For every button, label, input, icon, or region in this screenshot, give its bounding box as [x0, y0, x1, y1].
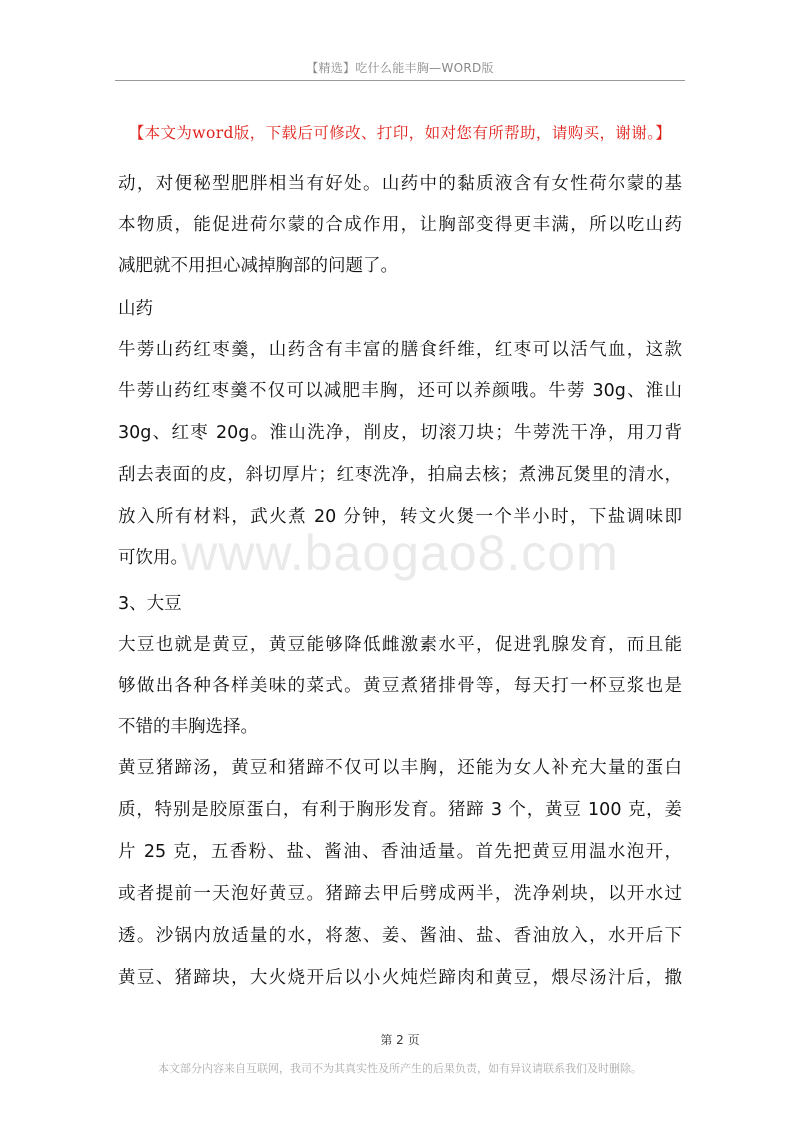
- section-heading: 山药: [118, 299, 153, 319]
- body-line: 黄豆猪蹄汤，黄豆和猪蹄不仅可以丰胸，还能为女人补充大量的蛋白: [118, 758, 682, 778]
- body-line: 30g、红枣 20g。淮山洗净，削皮，切滚刀块；牛蒡洗干净，用刀背: [118, 423, 682, 443]
- watermark: www.baogao8.com: [181, 525, 619, 581]
- header-divider: [115, 80, 685, 81]
- body-line: 动，对便秘型肥胖相当有好处。山药中的黏质液含有女性荷尔蒙的基: [118, 174, 682, 194]
- body-line: 黄豆、猪蹄块，大火烧开后以小火炖烂蹄肉和黄豆，煨尽汤汁后，撒: [118, 968, 682, 988]
- body-line: 刮去表面的皮，斜切厚片；红枣洗净，拍扁去核；煮沸瓦煲里的清水，: [118, 465, 682, 485]
- body-line: 透。沙锅内放适量的水，将葱、姜、酱油、盐、香油放入，水开后下: [118, 926, 682, 946]
- section-heading: 3、大豆: [118, 594, 182, 614]
- body-line: 本物质，能促进荷尔蒙的合成作用，让胸部变得更丰满，所以吃山药: [118, 215, 682, 235]
- body-line: 牛蒡山药红枣羹不仅可以减肥丰胸，还可以养颜哦。牛蒡 30g、淮山: [118, 381, 682, 401]
- body-line: 放入所有材料，武火煮 20 分钟，转文火煲一个半小时，下盐调味即: [118, 507, 682, 527]
- footer-disclaimer: 本文部分内容来自互联网，我司不为其真实性及所产生的后果负责，如有异议请联系我们及时删除。: [158, 1062, 642, 1075]
- body-line: 大豆也就是黄豆，黄豆能够降低雌激素水平，促进乳腺发育，而且能: [118, 635, 682, 655]
- purchase-notice: 【本文为word版，下载后可修改、打印，如对您有所帮助，请购买，谢谢。】: [128, 124, 672, 142]
- body-line: 质，特别是胶原蛋白，有利于胸形发育。猪蹄 3 个，黄豆 100 克，姜: [118, 800, 682, 820]
- body-line: 减肥就不用担心减掉胸部的问题了。: [118, 256, 398, 276]
- body-line: 牛蒡山药红枣羹，山药含有丰富的膳食纤维，红枣可以活气血，这款: [118, 340, 682, 360]
- body-line: 片 25 克，五香粉、盐、酱油、香油适量。首先把黄豆用温水泡开，: [118, 842, 682, 862]
- page-header-title: 【精选】吃什么能丰胸—WORD版: [306, 61, 494, 75]
- page-number: 第 2 页: [380, 1033, 420, 1047]
- body-line: 可饮用。: [118, 548, 188, 568]
- body-line: 或者提前一天泡好黄豆。猪蹄去甲后劈成两半，洗净剁块，以开水过: [118, 884, 682, 904]
- body-line: 够做出各种各样美味的菜式。黄豆煮猪排骨等，每天打一杯豆浆也是: [118, 676, 682, 696]
- body-line: 不错的丰胸选择。: [118, 717, 258, 737]
